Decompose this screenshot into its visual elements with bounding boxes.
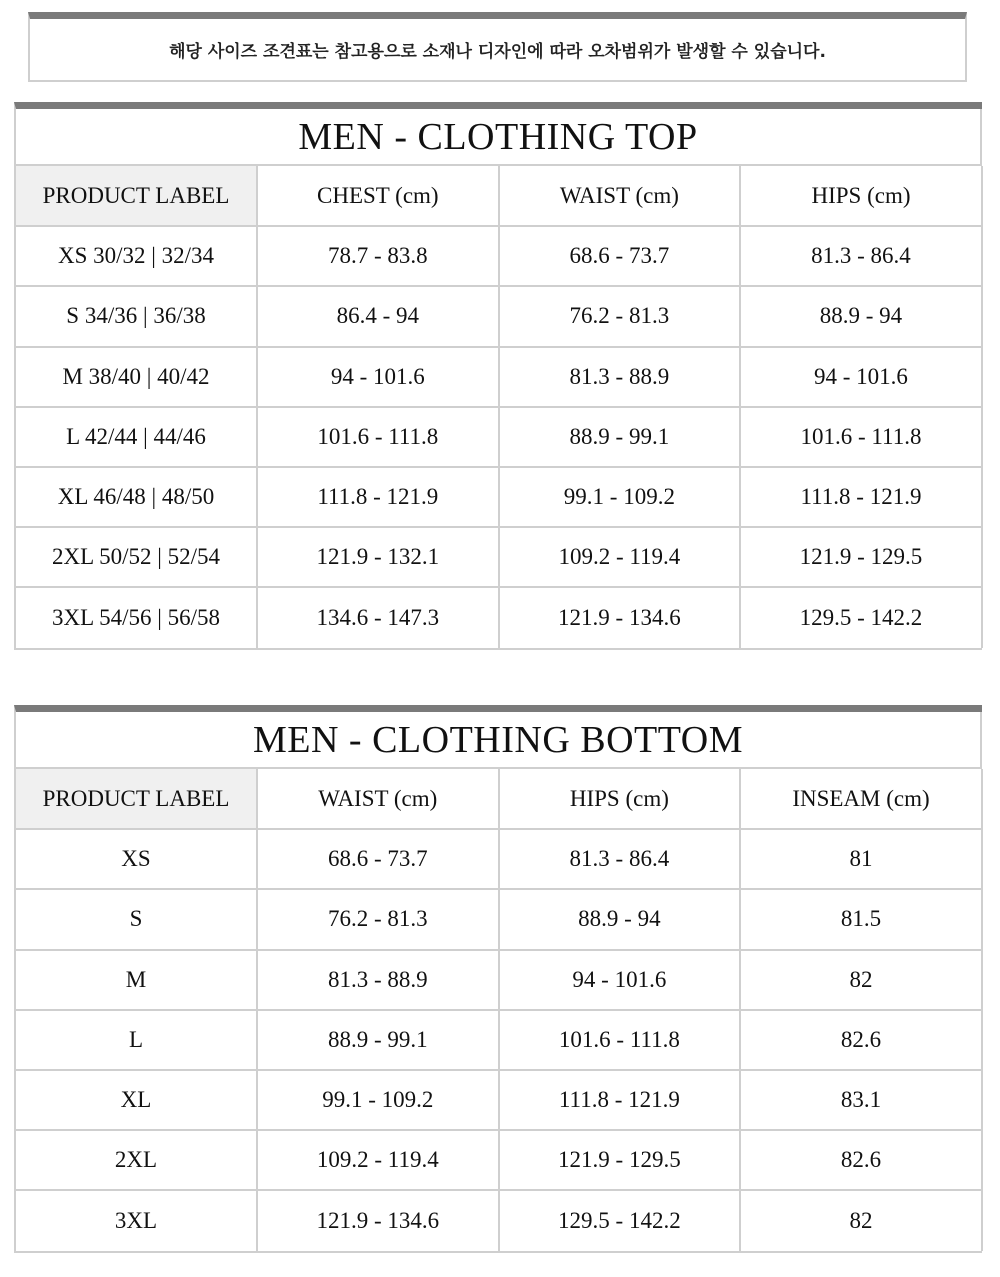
bottom-chart-title: MEN - CLOTHING BOTTOM [16,712,982,769]
bottom-size-table [16,769,983,1251]
size-label-cell: XS 30/32 | 32/34 [16,226,257,286]
table-header-row [16,769,982,829]
size-label-cell: 3XL 54/56 | 56/58 [16,587,257,647]
hips-cell: 88.9 - 94 [499,889,741,949]
waist-cell: 76.2 - 81.3 [257,889,499,949]
size-label-cell: 2XL [16,1130,257,1190]
inseam-cell: 82 [740,1190,982,1250]
waist-cell: 109.2 - 119.4 [257,1130,499,1190]
column-header-chest: CHEST (cm) [257,166,499,226]
hips-cell: 81.3 - 86.4 [499,829,741,889]
hips-cell: 129.5 - 142.2 [740,587,982,647]
size-label-cell: M 38/40 | 40/42 [16,347,257,407]
hips-cell: 101.6 - 111.8 [499,1010,741,1070]
waist-cell: 81.3 - 88.9 [499,347,741,407]
inseam-cell: 82.6 [740,1010,982,1070]
chest-cell: 111.8 - 121.9 [257,467,499,527]
chest-cell: 86.4 - 94 [257,286,499,346]
table-row [16,226,982,286]
waist-cell: 99.1 - 109.2 [257,1070,499,1130]
waist-cell: 109.2 - 119.4 [499,527,741,587]
hips-cell: 88.9 - 94 [740,286,982,346]
size-label-cell: 2XL 50/52 | 52/54 [16,527,257,587]
hips-cell: 94 - 101.6 [740,347,982,407]
size-label-cell: XL 46/48 | 48/50 [16,467,257,527]
table-row [16,467,982,527]
waist-cell: 88.9 - 99.1 [257,1010,499,1070]
inseam-cell: 81.5 [740,889,982,949]
hips-cell: 121.9 - 129.5 [740,527,982,587]
column-header-hips: HIPS (cm) [740,166,982,226]
table-row [16,1130,982,1190]
table-row [16,407,982,467]
inseam-cell: 82 [740,950,982,1010]
hips-cell: 121.9 - 129.5 [499,1130,741,1190]
table-row [16,1070,982,1130]
inseam-cell: 82.6 [740,1130,982,1190]
waist-cell: 88.9 - 99.1 [499,407,741,467]
table-row [16,587,982,647]
chest-cell: 101.6 - 111.8 [257,407,499,467]
column-header-product-label: PRODUCT LABEL [16,769,257,829]
waist-cell: 68.6 - 73.7 [257,829,499,889]
size-label-cell: 3XL [16,1190,257,1250]
size-label-cell: XS [16,829,257,889]
chest-cell: 94 - 101.6 [257,347,499,407]
size-label-cell: XL [16,1070,257,1130]
hips-cell: 129.5 - 142.2 [499,1190,741,1250]
size-notice: 해당 사이즈 조견표는 참고용으로 소재나 디자인에 따라 오차범위가 발생할 수 있습니다. [28,12,967,82]
waist-cell: 121.9 - 134.6 [499,587,741,647]
hips-cell: 111.8 - 121.9 [740,467,982,527]
table-row [16,347,982,407]
column-header-hips: HIPS (cm) [499,769,741,829]
waist-cell: 81.3 - 88.9 [257,950,499,1010]
table-row [16,286,982,346]
top-size-chart [14,102,982,650]
column-header-waist: WAIST (cm) [257,769,499,829]
bottom-size-chart [14,705,982,1253]
table-row [16,889,982,949]
table-header-row [16,166,982,226]
size-label-cell: M [16,950,257,1010]
table-row [16,527,982,587]
size-label-cell: S 34/36 | 36/38 [16,286,257,346]
chest-cell: 121.9 - 132.1 [257,527,499,587]
waist-cell: 68.6 - 73.7 [499,226,741,286]
inseam-cell: 81 [740,829,982,889]
hips-cell: 111.8 - 121.9 [499,1070,741,1130]
column-header-waist: WAIST (cm) [499,166,741,226]
inseam-cell: 83.1 [740,1070,982,1130]
column-header-product-label: PRODUCT LABEL [16,166,257,226]
chest-cell: 134.6 - 147.3 [257,587,499,647]
table-row [16,829,982,889]
top-chart-title: MEN - CLOTHING TOP [16,109,982,166]
table-row [16,950,982,1010]
waist-cell: 121.9 - 134.6 [257,1190,499,1250]
column-header-inseam: INSEAM (cm) [740,769,982,829]
waist-cell: 99.1 - 109.2 [499,467,741,527]
hips-cell: 101.6 - 111.8 [740,407,982,467]
table-row [16,1190,982,1250]
hips-cell: 81.3 - 86.4 [740,226,982,286]
hips-cell: 94 - 101.6 [499,950,741,1010]
waist-cell: 76.2 - 81.3 [499,286,741,346]
chest-cell: 78.7 - 83.8 [257,226,499,286]
top-size-table [16,166,983,648]
size-label-cell: L 42/44 | 44/46 [16,407,257,467]
size-label-cell: L [16,1010,257,1070]
size-label-cell: S [16,889,257,949]
table-row [16,1010,982,1070]
